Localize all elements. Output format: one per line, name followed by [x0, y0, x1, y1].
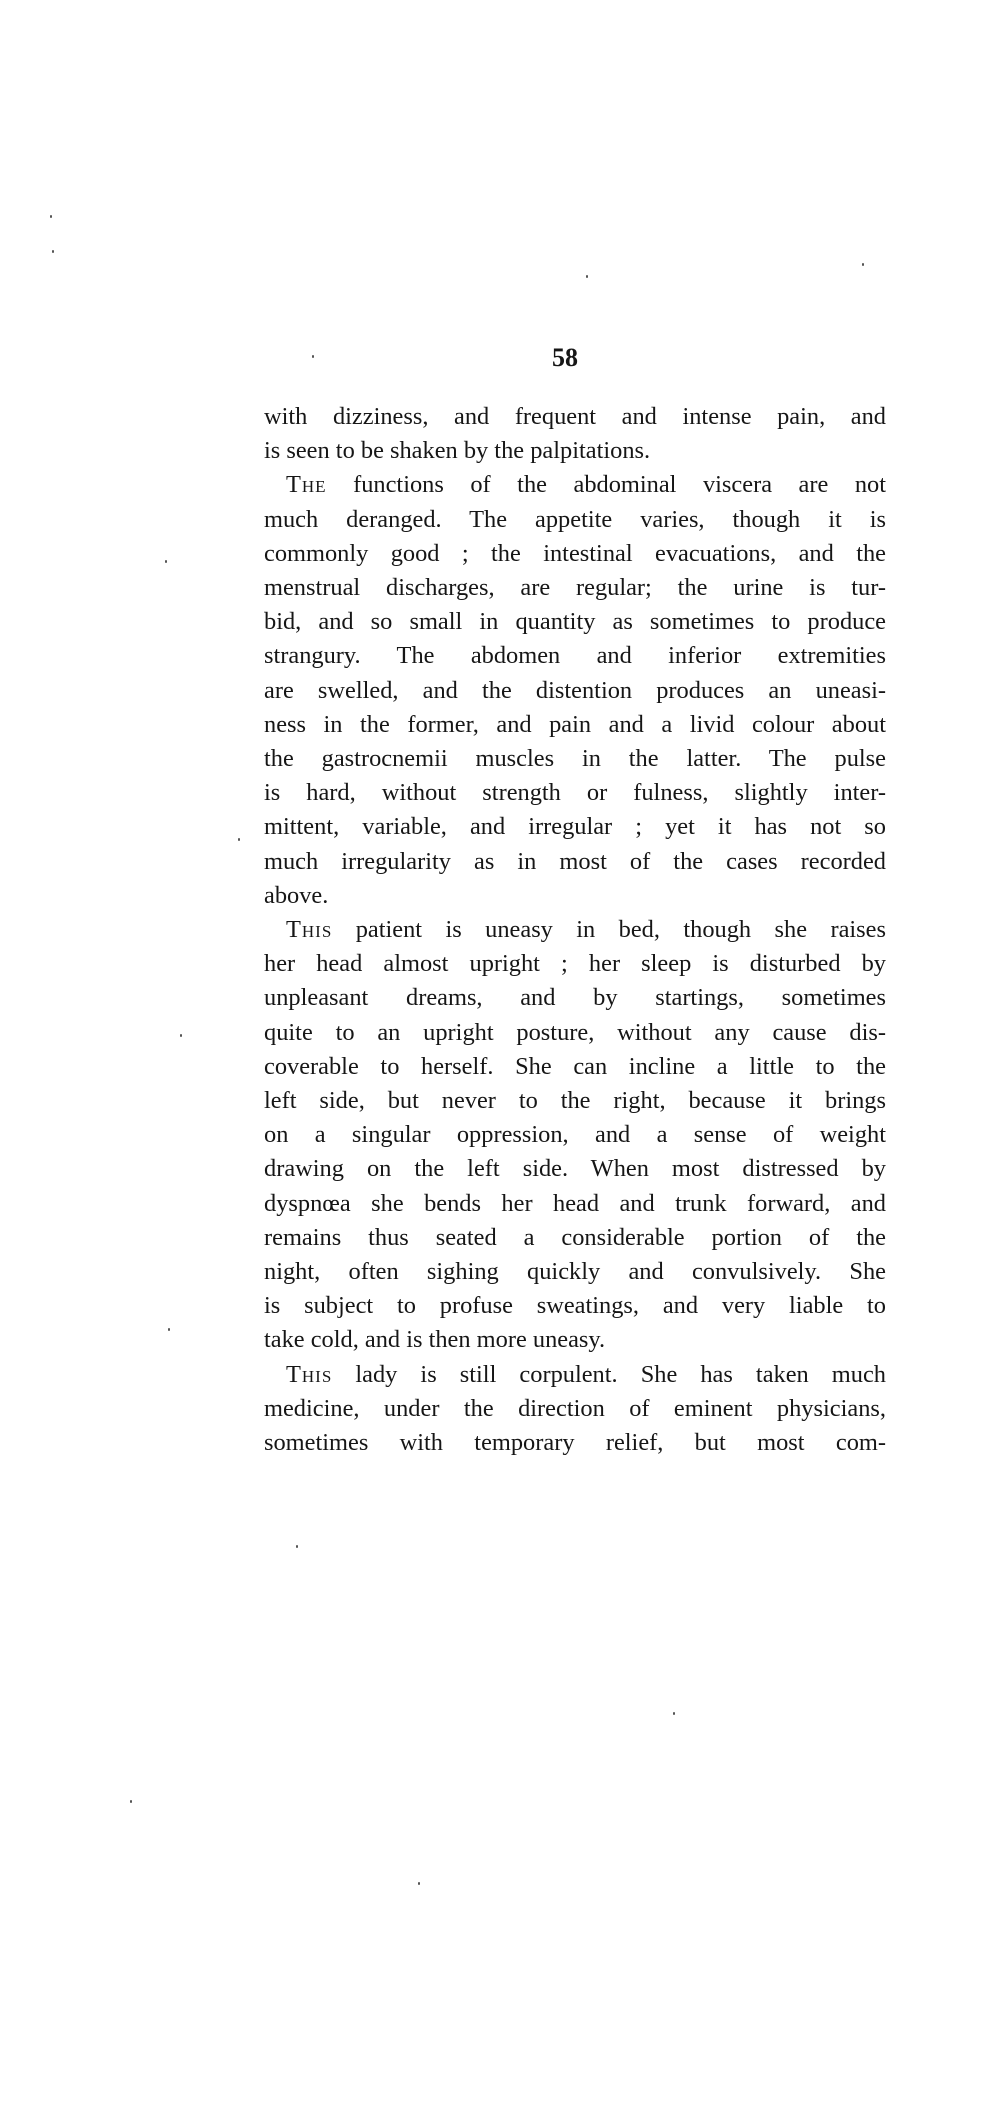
text-line: on a singular oppression, and a sense of weight	[264, 1121, 886, 1149]
text-line: is hard, without strength or fulness, slightly inter-	[264, 779, 886, 807]
paragraph-2	[264, 468, 886, 913]
text-line-rest: patient is uneasy in bed, though she raises	[332, 916, 886, 944]
paragraph-lead-word: The	[286, 471, 327, 499]
text-line: mittent, variable, and irregular ; yet it has not so	[264, 813, 886, 841]
text-line: is subject to profuse sweatings, and very liable to	[264, 1292, 886, 1320]
scan-speck	[418, 1882, 420, 1885]
text-line: dyspnœa she bends her head and trunk forward, and	[264, 1189, 886, 1217]
scan-speck	[238, 838, 240, 841]
text-line: bid, and so small in quantity as sometimes to produce	[264, 608, 886, 636]
scan-speck	[52, 250, 54, 253]
scan-speck	[312, 355, 314, 358]
text-line: the gastrocnemii muscles in the latter. The pulse	[264, 745, 886, 773]
paragraph-lead-word: This	[286, 916, 333, 944]
body-text	[264, 400, 886, 1460]
scan-speck	[673, 1712, 675, 1715]
scan-speck	[168, 1328, 170, 1331]
text-line: her head almost upright ; her sleep is disturbed by	[264, 950, 886, 978]
text-line: night, often sighing quickly and convulsively. She	[264, 1258, 886, 1286]
text-line: take cold, and is then more uneasy.	[264, 1326, 606, 1354]
text-line-rest: functions of the abdominal viscera are not	[326, 471, 886, 499]
scan-speck	[165, 560, 167, 563]
paragraph-4	[264, 1358, 886, 1461]
text-line: quite to an upright posture, without any cause dis-	[264, 1018, 886, 1046]
scan-speck	[50, 215, 52, 218]
text-line-rest: lady is still corpulent. She has taken much	[332, 1360, 886, 1388]
text-line: menstrual discharges, are regular; the urine is tur-	[264, 574, 886, 602]
text-line: much irregularity as in most of the cases recorded	[264, 847, 886, 875]
text-line	[264, 913, 886, 947]
text-line: remains thus seated a considerable portion of the	[264, 1223, 886, 1251]
text-line: are swelled, and the distention produces an uneasi-	[264, 676, 886, 704]
text-line: is seen to be shaken by the palpitations.	[264, 437, 651, 465]
text-line: medicine, under the direction of eminent physicians,	[264, 1394, 886, 1422]
paragraph-1	[264, 400, 886, 468]
text-line: with dizziness, and frequent and intense pain, and	[264, 403, 886, 430]
text-line: unpleasant dreams, and by startings, sometimes	[264, 984, 886, 1012]
paragraph-3	[264, 913, 886, 1358]
text-line: left side, but never to the right, because it brings	[264, 1087, 886, 1115]
scan-speck	[130, 1800, 132, 1803]
text-line: strangury. The abdomen and inferior extremities	[264, 642, 886, 670]
text-line: commonly good ; the intestinal evacuations, and the	[264, 539, 886, 567]
text-line	[264, 468, 886, 502]
scan-speck	[862, 263, 864, 266]
paragraph-lead-word: This	[286, 1360, 333, 1388]
scan-speck	[180, 1034, 182, 1037]
page-number: 58	[552, 343, 578, 372]
text-line: much deranged. The appetite varies, though it is	[264, 505, 886, 533]
scan-speck	[586, 275, 588, 278]
text-line: coverable to herself. She can incline a little to the	[264, 1052, 886, 1080]
scan-speck	[296, 1545, 298, 1548]
text-line	[264, 1358, 886, 1392]
text-line: drawing on the left side. When most distressed by	[264, 1155, 886, 1183]
text-line: sometimes with temporary relief, but most com-	[264, 1429, 886, 1457]
text-line: ness in the former, and pain and a livid colour about	[264, 710, 886, 738]
text-line: above.	[264, 881, 329, 909]
